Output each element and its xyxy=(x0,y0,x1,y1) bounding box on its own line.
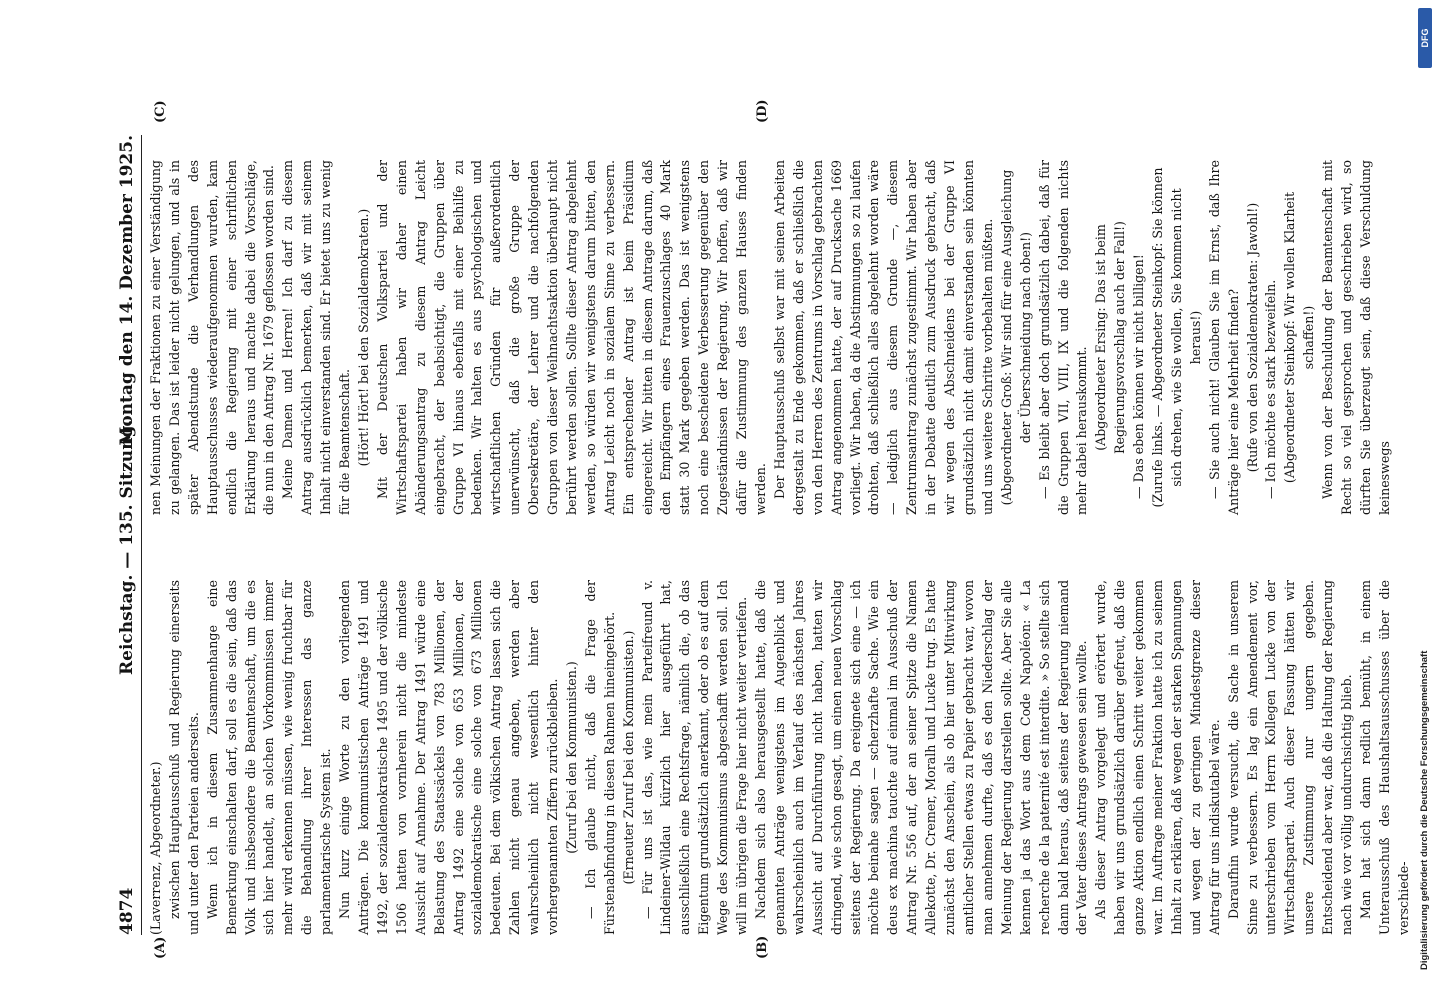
paragraph: (Laverrenz, Abgeordneter.) xyxy=(148,761,163,935)
document-page xyxy=(115,99,1415,959)
paragraph: — Ich möchte es stark bezweifeln. xyxy=(1263,279,1279,499)
session-title: Reichstag. — 135. Sitzung. xyxy=(117,419,137,675)
paragraph: — Das eben können wir nicht billigen! xyxy=(1131,254,1147,499)
dfg-logo xyxy=(1418,8,1432,68)
paragraph: — Es bleibt aber doch grundsätzlich dabei, daß für die Gruppen VII, VIII, IX und die folgenden nichts mehr dabei herauskommt. xyxy=(1036,160,1090,515)
paragraph: (Hört! Hört! bei den Sozialdemokraten.) xyxy=(355,208,371,467)
paragraph: Meine Damen und Herren! Ich darf zu diesem Antrag ausdrücklich bemerken, daß wir mit seinem Inhalt nicht einverstanden sind. Er bietet uns zu wenig für die Beamtenschaft. xyxy=(280,160,353,515)
left-column xyxy=(147,580,1414,935)
paragraph: Wenn ich in diesem Zusammenhange eine Bemerkung einschalten darf, soll es die sein, daß das Volk und insbesondere die Beamtenschaft, um die es sich hier handelt, an solchen Vorkommnissen immer mehr wird erkennen müssen, wie wenig fruchtbar für die Behandlung ihrer Interessen das ganze parlamentarische System ist. xyxy=(204,580,334,935)
paragraph: Der Hauptausschuß selbst war mit seinen Arbeiten dergestalt zu Ende gekommen, daß er schließlich die von den Herren des Zentrums in Vorschlag gebrachten Antrag angenommen hatte, der auf Drucksache 1669 vorliegt. Wir haben, da die Abstimmungen so zu laufen drohten, daß schließlich alles abgelehnt worden wäre — lediglich aus diesem Grunde —, diesem Zentrumsantrag zunächst zugestimmt. Wir haben aber in der Debatte deutlich zum Ausdruck gebracht, daß wir wegen des Abschneidens bei der Gruppe VI grundsätzlich nicht damit einverstanden sein könnten und uns weitere Schritte vorbehalten müßten. xyxy=(771,160,995,515)
paragraph: zwischen Hauptausschuß und Regierung einerseits und unter den Parteien anderseits. xyxy=(166,580,201,935)
credit-text: Digitalisierung gefördert durch die Deutsche Forschungsgemeinschaft xyxy=(1419,650,1430,970)
paragraph: — Für uns ist das, wie mein Parteifreund v. Lindeiner-Wildau kürzlich hier ausgeführt hat, ausschließlich eine Rechtsfrage, nämlich die, ob das Eigentum grundsätzlich anerkannt, oder ob es auf dem Wege des Kommunismus abgeschafft werden soll. Ich will im übrigen die Frage hier nicht weiter vertiefen. xyxy=(639,580,750,935)
paragraph: Nachdem sich also herausgestellt hatte, daß die genannten Anträge wenigstens im Augenblick und wahrscheinlich auch im Verlauf des nächsten Jahres Aussicht auf Durchführung nicht haben, hatten wir dringend, wie schon gesagt, um einen neuen Vorschlag seitens der Regierung. Da ereignete sich eine — ich möchte beinahe sagen — scherzhafte Sache. Wie ein deus ex machina tauchte auf einmal im Ausschuß der Antrag Nr. 556 auf, der an seiner Spitze die Namen Allekotte, Dr. Cremer, Moralh und Lucke trug. Es hatte zunächst den Anschein, als ob hier unter Mitwirkung amtlicher Stellen etwas zu Papier gebracht war, wovon man annehmen durfte, daß es den Niederschlag der Meinung der Regierung darstellen sollte. Aber Sie alle kennen ja das Wort aus dem Code Napoléon: « La recherche de la paternité est interdite. » So stellte sich dann bald heraus, daß seitens der Regierung niemand der Vater dieses Antrags gewesen sein wollte. xyxy=(753,580,1090,935)
margin-marker-b: (B) xyxy=(755,935,770,959)
paragraph: Nun kurz einige Worte zu den vorliegenden Anträgen. Die kommunistischen Anträge 1491 und 1492, der sozialdemokratische 1495 und der völkische 1506 hatten von vornherein nicht die mindeste Aussicht auf Annahme. Der Antrag 1491 würde eine Belastung des Staatssäckels von 783 Millionen, der Antrag 1492 eine solche von 653 Millionen, der sozialdemokratische eine solche von 673 Millionen bedeuten. Bei dem völkischen Antrag lassen sich die Zahlen nicht genau angeben, werden aber wahrscheinlich nicht wesentlich hinter den vorhergenannten Ziffern zurückbleiben. xyxy=(337,580,561,935)
paragraph: (Erneuter Zuruf bei den Kommunisten.) xyxy=(620,630,636,885)
paragraph: (Rufe von den Sozialdemokraten: Jawohl!) xyxy=(1244,202,1260,473)
paragraph: (Abgeordneter Ersing: Das ist beim Regierungsvorschlag auch der Fall!) xyxy=(1093,221,1128,454)
margin-marker-c: (C) xyxy=(153,100,168,123)
paragraph: Daraufhin wurde versucht, die Sache in unserem Sinne zu verbessern. Es lag ein Amendement vor, unterschrieben vom Herrn Kollegen Lucke von der Wirtschaftspartei. Auch dieser Fassung hätten wir unsere Zustimmung nur ungern gegeben. Entscheidend aber war, daß die Haltung der Regierung nach wie vor völlig undurchsichtig blieb. xyxy=(1225,580,1355,935)
right-column xyxy=(147,160,1395,515)
paragraph: Mit der Deutschen Volkspartei und der Wirtschaftspartei haben wir daher einen Abänderungsantrag zu diesem Antrag Leicht eingebracht, der beabsichtigt, die Gruppen über Gruppe VI hinaus ebenfalls mit einer Beihilfe zu bedenken. Wir halten es aus psychologischen und wirtschaftlichen Gründen für außerordentlich unerwünscht, daß die große Gruppe der Obersekretäre, der Lehrer und die nachfolgenden Gruppen von dieser Weihnachtsaktion überhaupt nicht berührt werden sollen. Sollte dieser Antrag abgelehnt werden, so würden wir wenigstens darum bitten, den Antrag Leicht noch in sozialem Sinne zu verbessern. Ein entsprechender Antrag ist beim Präsidium eingereicht. Wir bitten in diesem Antrage darum, daß den Empfängern eines Frauenzuschlages 40 Mark statt 30 Mark gegeben werden. Das ist wenigstens noch eine bescheidene Verbesserung gegenüber den Zugeständnissen der Regierung. Wir hoffen, daß wir dafür die Zustimmung des ganzen Hauses finden werden. xyxy=(374,160,768,515)
paragraph: (Abgeordneter Groß: Wir sind für eine Ausgleichung der Überschneidung nach oben!) xyxy=(998,169,1033,506)
session-date: Montag den 14. Dezember 1925. xyxy=(117,135,137,446)
page-number: 4874 xyxy=(117,887,137,935)
paragraph: (Zurufe links. — Abgeordneter Steinkopf: Sie können sich drehen, wie Sie wollen, Sie kommen nicht heraus!) xyxy=(1150,167,1203,508)
paragraph: (Zuruf bei den Kommunisten.) xyxy=(563,661,579,854)
page-header xyxy=(115,135,142,935)
paragraph: — Ich glaube nicht, daß die Frage der Fürstenabfindung in diesen Rahmen hineingehört. xyxy=(582,580,617,935)
dfg-logo-text: DFG xyxy=(1420,28,1430,48)
margin-marker-d: (D) xyxy=(755,99,770,123)
paragraph: Wenn von der Beschuldung der Beamtenschaft mit Recht so viel gesprochen und geschrieben wird, so dürften Sie überzeugt sein, daß diese Verschuldung keineswegs xyxy=(1320,160,1392,515)
paragraph: nen Meinungen der Fraktionen zu einer Verständigung zu gelangen. Das ist leider nicht gelungen, und als in später Abendstunde die Verhandlungen des Hauptausschusses wiederaufgenommen wurden, kam endlich die Regierung mit einer schriftlichen Erklärung heraus und machte dabei die Vorschläge, die nun in den Antrag Nr. 1679 geflossen worden sind. xyxy=(148,160,277,515)
credit-sidebar xyxy=(1418,120,1432,970)
margin-marker-a: (A) xyxy=(153,936,168,959)
paragraph: — Sie auch nicht! Glauben Sie im Ernst, daß Ihre Anträge hier eine Mehrheit finden? xyxy=(1206,160,1241,515)
paragraph: Man hat sich dann redlich bemüht, in einem Unterausschuß des Haushaltsausschusses über die verschiede- xyxy=(1358,580,1411,935)
paragraph: (Abgeordneter Steinkopf: Wir wollen Klarheit schaffen!) xyxy=(1282,191,1317,484)
paragraph: Als dieser Antrag vorgelegt und erörtert wurde, haben wir uns grundsätzlich darüber gefreut, daß die ganze Aktion endlich einen Schritt weiter gekommen war. Im Auftrage meiner Fraktion hatte ich zu seinem Inhalt zu erklären, daß wegen der starken Spannungen und wegen der zu geringen Mindestgrenze dieser Antrag für uns indiskutabel wäre. xyxy=(1093,580,1222,935)
